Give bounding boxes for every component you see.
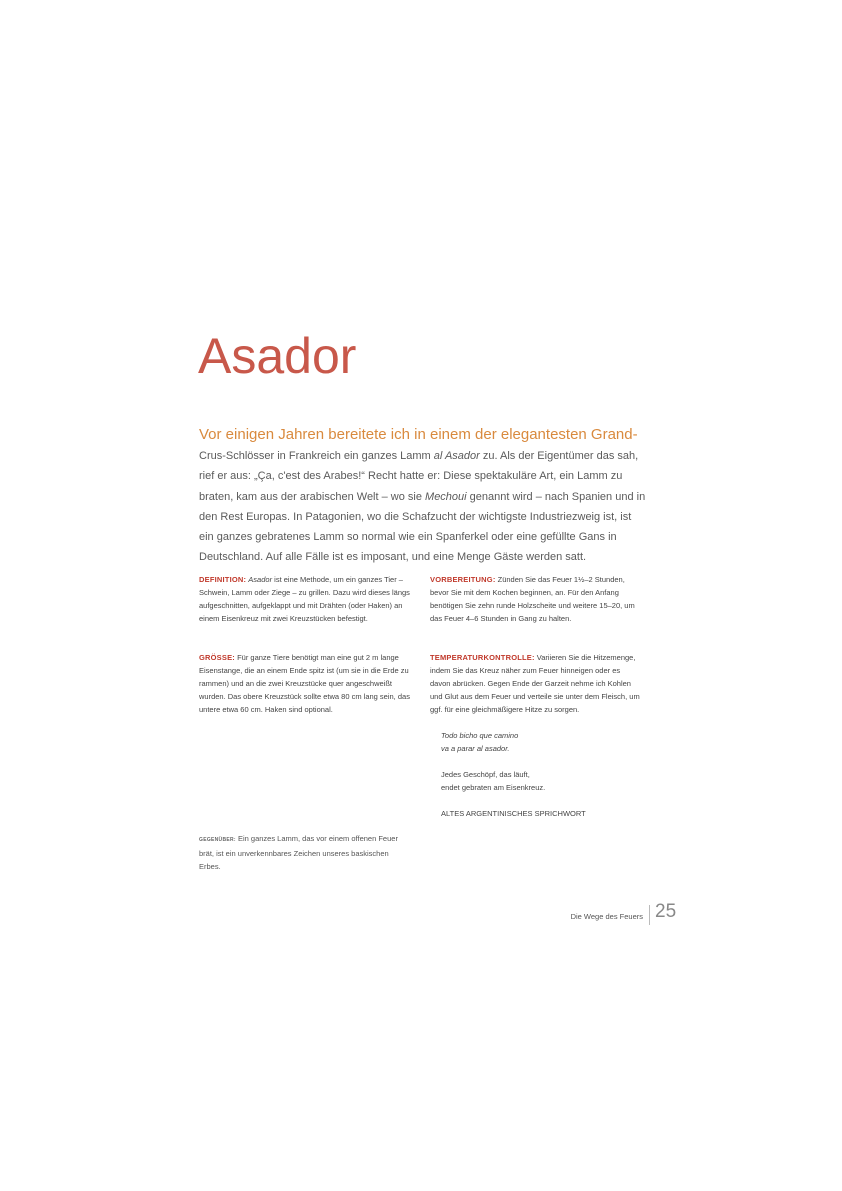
quote-german-line-2: endet gebraten am Eisenkreuz. xyxy=(441,783,546,792)
intro-text-3: genannt wird – nach Spanien und in den Rest Europas. In Patagonien, wo die Schafzucht der wichtigste Industriezweig ist, ist ein ganzes gebratenes Lamm so normal wie ein Spanferkel oder eine gefüllte Gans in Deutschland. Auf alle Fälle ist es imposant, und eine Menge Gäste werden satt. xyxy=(199,490,646,564)
groesse-text: Für ganze Tiere benötigt man eine gut 2 m lange Eisenstange, die an einem Ende spitz ist (um sie in die Erde zu rammen) und an die zwei Kreuzstücke quer angeschweißt wurden. Das obere Kreuzstück sollte etwa 80 cm lang sein, das untere etwa 60 cm. Haken sind optional. xyxy=(199,653,410,714)
quote-spanish-line-2: va a parar al asador. xyxy=(441,744,510,753)
vorbereitung-block xyxy=(430,573,642,625)
intro-lead: Vor einigen Jahren bereitete ich in einem der elegantesten Grand- xyxy=(199,426,638,443)
groesse-block xyxy=(199,651,411,716)
vorbereitung-label: VORBEREITUNG: xyxy=(430,575,496,584)
quote-spanish-line-1: Todo bicho que camino xyxy=(441,731,519,740)
temperatur-block xyxy=(430,651,642,716)
temperatur-text: Variieren Sie die Hitzemenge, indem Sie das Kreuz näher zum Feuer hinneigen oder es davon abrücken. Gegen Ende der Garzeit nehme ich Kohlen und Glut aus dem Feuer und verteile sie unter dem Fleisch, um ggf. für eine gleichmäßigere Hitze zu sorgen. xyxy=(430,653,640,714)
intro-paragraph xyxy=(199,424,649,568)
proverb-quote xyxy=(441,729,641,820)
definition-label: DEFINITION: xyxy=(199,575,247,584)
definition-block xyxy=(199,573,411,625)
page-number: 25 xyxy=(655,901,677,922)
intro-italic-asador: al Asador xyxy=(433,450,480,462)
definition-term: Asador xyxy=(248,575,273,584)
photo-caption xyxy=(199,832,409,873)
groesse-label: GRÖSSE: xyxy=(199,653,235,662)
definition-text: ist eine Methode, um ein ganzes Tier – Schwein, Lamm oder Ziege – zu grillen. Dazu wird dieses längs aufgeschnitten, aufgeklappt und mit Drähten (oder Haken) an einem Eisenkreuz mit zwei Kreuzstücken befestigt. xyxy=(199,575,410,623)
quote-german-line-1: Jedes Geschöpf, das läuft, xyxy=(441,770,530,779)
intro-text-1: Crus-Schlösser in Frankreich ein ganzes Lamm xyxy=(199,450,434,462)
running-footer-chapter: Die Wege des Feuers xyxy=(570,912,643,921)
caption-text: Ein ganzes Lamm, das vor einem offenen Feuer brät, ist ein unverkennbares Zeichen unseres baskischen Erbes. xyxy=(199,834,398,871)
page-title: Asador xyxy=(198,328,357,384)
intro-text-2: zu. Als der Eigentümer das sah, rief er aus: „Ça, c'est des Arabes!“ Recht hatte er: Diese spektakuläre Art, ein Lamm zu braten, kam aus der arabischen Welt – wo sie xyxy=(199,450,639,503)
quote-source: ALTES ARGENTINISCHES SPRICHWORT xyxy=(441,809,586,818)
caption-label: GEGENÜBER: xyxy=(199,837,236,843)
vorbereitung-text: Zünden Sie das Feuer 1½–2 Stunden, bevor Sie mit dem Kochen beginnen, an. Für den Anfang benötigen Sie zehn runde Holzscheite und weitere 15–20, um das Feuer 4–6 Stunden in Gang zu halten. xyxy=(430,575,635,623)
footer-divider xyxy=(649,905,650,925)
intro-italic-mechoui: Mechoui xyxy=(425,490,467,503)
temperatur-label: TEMPERATURKONTROLLE: xyxy=(430,653,535,662)
